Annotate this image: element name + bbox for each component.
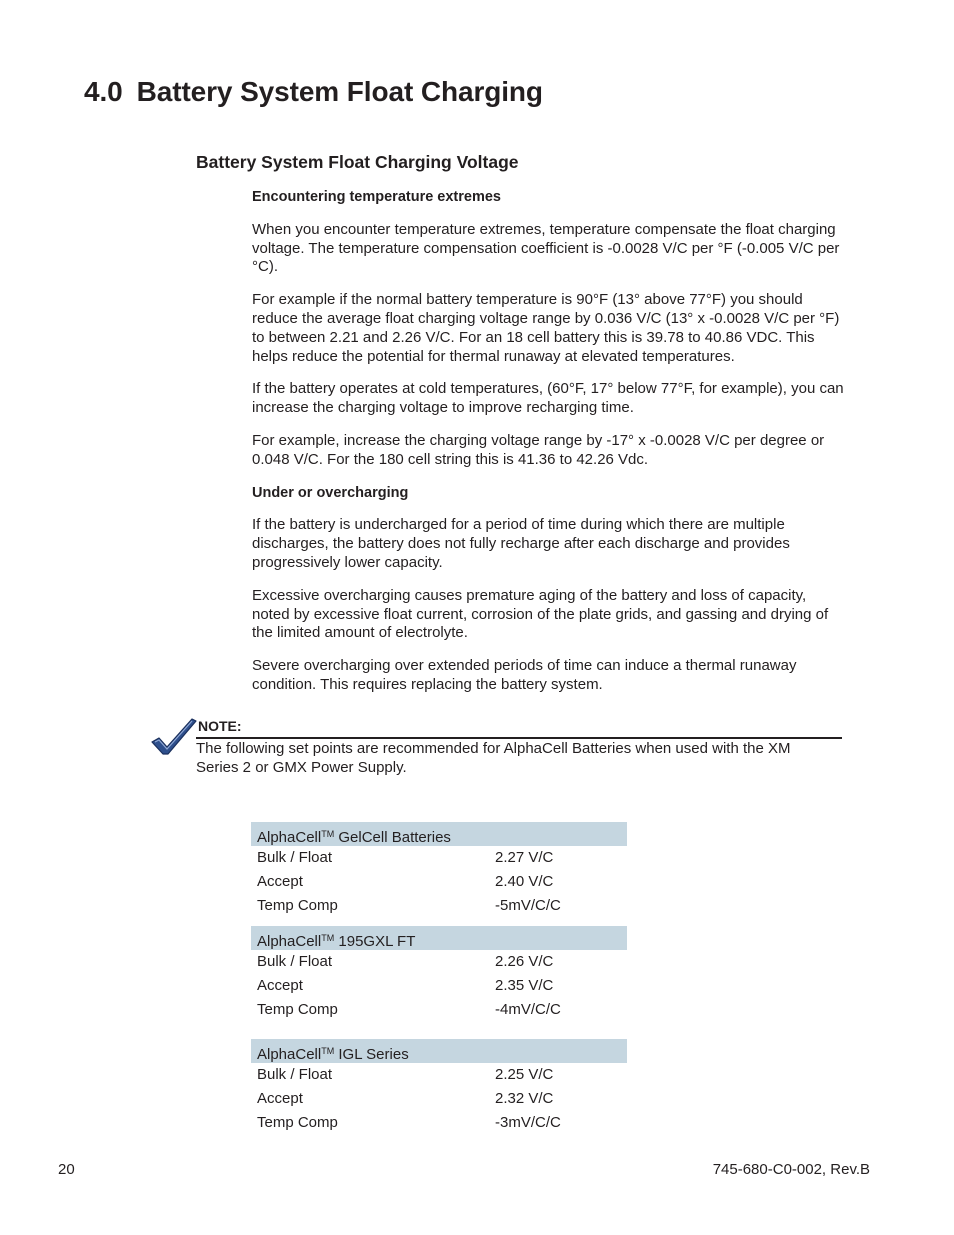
battery-table-195gxl [251,926,627,1022]
body-text [252,188,844,709]
battery-table-igl [251,1039,627,1135]
checkmark-icon [150,716,198,758]
table-row: Accept 2.40 V/C [257,873,554,890]
model-name: GelCell Batteries [334,829,451,846]
note-divider [196,737,842,739]
chapter-number: 4.0 [84,76,123,107]
subheading-temperature-extremes: Encountering temperature extremes [252,189,501,205]
model-name: IGL Series [334,1046,409,1063]
table-row: Accept 2.35 V/C [257,977,554,994]
page-title [84,76,543,108]
note-text: The following set points are recommended for AlphaCell Batteries when used with the XM Series 2 or GMX Power Supply. [196,740,791,776]
trademark: TM [321,933,335,943]
model-name: 195GXL FT [334,933,416,950]
page-number: 20 [58,1161,75,1178]
table-row: Temp Comp -5mV/C/C [257,897,561,914]
document-id: 745-680-C0-002, Rev.B [712,1161,870,1178]
paragraph: For example, increase the charging voltage range by -17° x -0.0028 V/C per degree or 0.048 V/C. For the 180 cell string this is 41.36 to 42.26 Vdc. [252,431,825,468]
note-label: NOTE: [198,718,242,734]
table-row: Temp Comp -4mV/C/C [257,1001,561,1018]
table-header [251,926,627,950]
table-row: Temp Comp -3mV/C/C [257,1114,561,1131]
paragraph: When you encounter temperature extremes, temperature compensate the float charging voltage. The temperature compensation coefficient is -0.0028 V/C per °F (-0.005 V/C per °C). [252,220,840,276]
brand-name: AlphaCell [257,1046,322,1063]
battery-table-gelcell [251,822,627,918]
trademark: TM [321,829,335,839]
table-row: Bulk / Float 2.26 V/C [257,953,554,970]
paragraph: Severe overcharging over extended periods of time can induce a thermal runaway condition. This requires replacing the battery system. [252,657,797,693]
paragraph: For example if the normal battery temperature is 90°F (13° above 77°F) you should reduce the average float charging voltage range by 0.036 V/C (13° x -0.0028 V/C per °F) to between 2.21 and 2.26 V/C. For an 18 cell battery this is 39.78 to 40.86 VDC. This helps reduce the potential for thermal runaway at elevated temperatures. [252,291,840,365]
paragraph: If the battery operates at cold temperatures, (60°F, 17° below 77°F, for example), you can increase the charging voltage to improve recharging time. [252,380,844,417]
table-header [251,822,627,846]
table-header [251,1039,627,1063]
section-title: Battery System Float Charging Voltage [196,152,519,172]
chapter-title: Battery System Float Charging [136,76,543,107]
paragraph: If the battery is undercharged for a period of time during which there are multiple discharges, the battery does not fully recharge after each discharge and provides progressively lower capacity. [252,516,790,571]
brand-name: AlphaCell [257,829,322,846]
trademark: TM [321,1046,335,1056]
subheading-overcharging: Under or overcharging [252,484,409,501]
table-row: Bulk / Float 2.27 V/C [257,849,554,866]
brand-name: AlphaCell [257,933,322,950]
table-row: Bulk / Float 2.25 V/C [257,1066,554,1083]
paragraph: Excessive overcharging causes premature aging of the battery and loss of capacity, noted by excessive float current, corrosion of the plate grids, and gassing and drying of the limited amount of electrolyte. [252,586,829,642]
table-row: Accept 2.32 V/C [257,1090,554,1107]
